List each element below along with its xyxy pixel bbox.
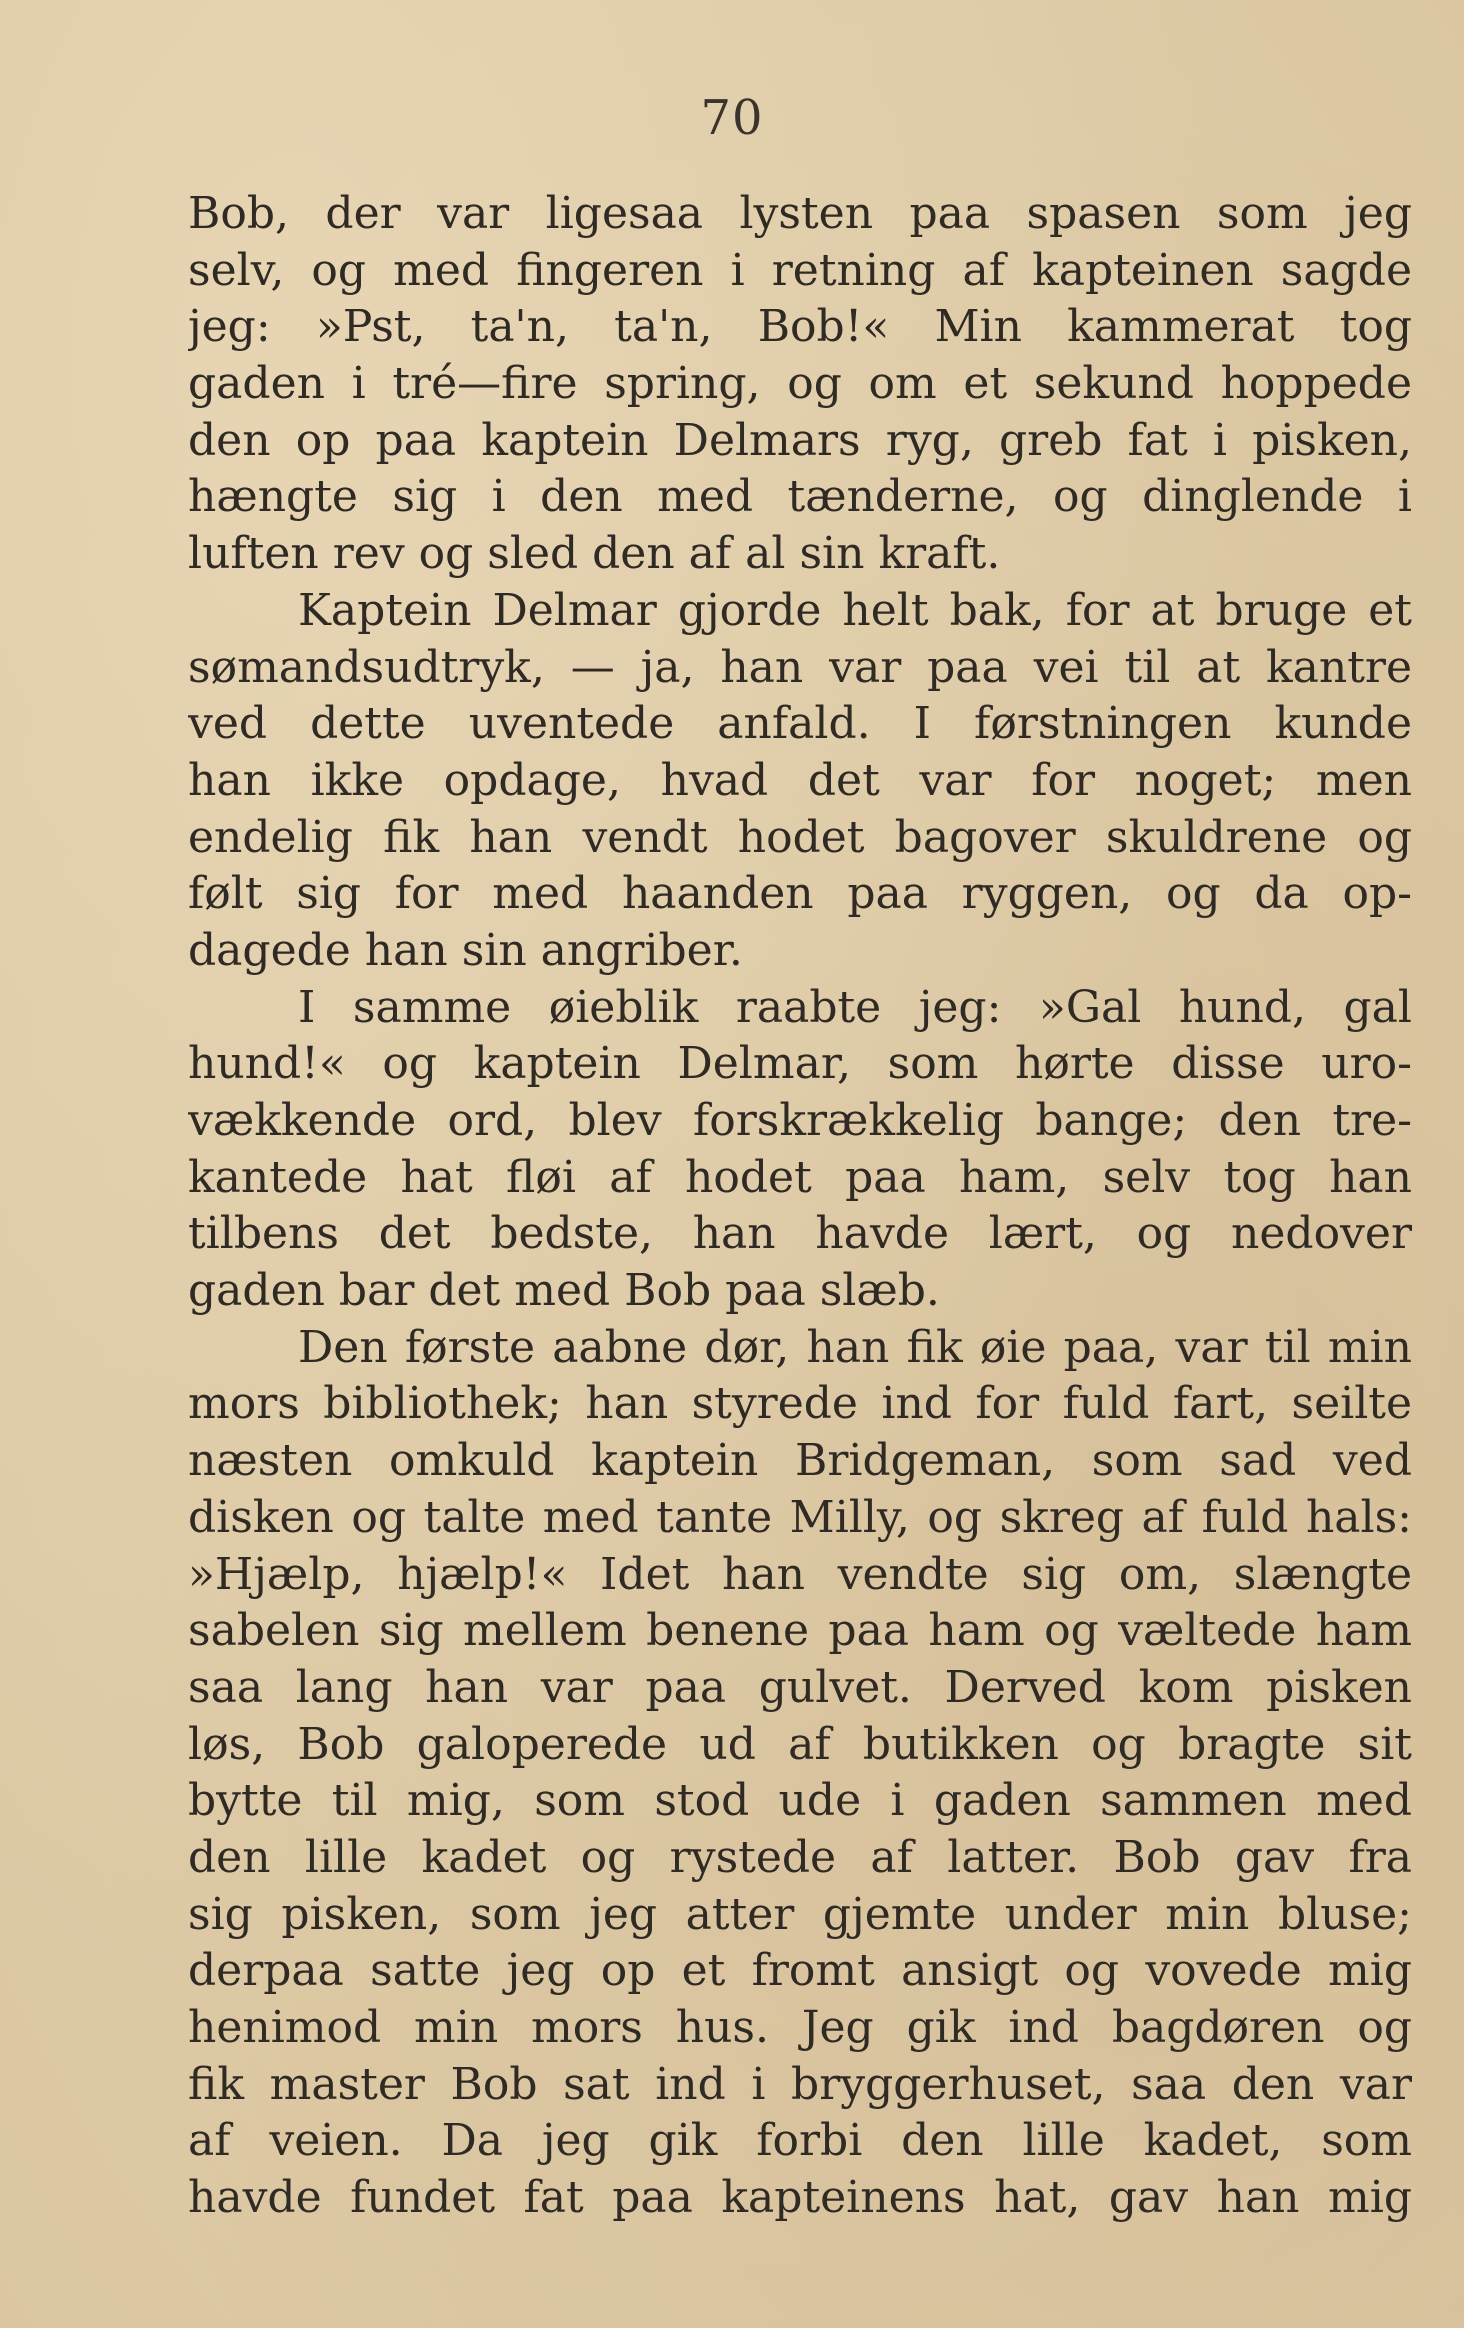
text-line: I samme øieblik raabte jeg: »Gal hund, gal <box>298 981 1412 1033</box>
text-line: henimod min mors hus. Jeg gik ind bagdøren og <box>188 2002 1412 2053</box>
text-line: selv, og med fingeren i retning af kapteinen sagde <box>188 244 1412 296</box>
text-line: næsten omkuld kaptein Bridgeman, som sad ved <box>188 1435 1412 1487</box>
text-line: kantede hat fløi af hodet paa ham, selv tog han <box>188 1151 1412 1203</box>
body-text <box>188 186 1412 2227</box>
text-line: han ikke opdage, hvad det var for noget; men <box>188 754 1412 806</box>
text-line: Kaptein Delmar gjorde helt bak, for at bruge et <box>298 584 1412 636</box>
text-line: havde fundet fat paa kapteinens hat, gav han mig <box>188 2172 1412 2224</box>
text-line: hund!« og kaptein Delmar, som hørte disse uro- <box>188 1038 1412 1090</box>
text-line: gaden bar det med Bob paa slæb. <box>188 1265 940 1317</box>
text-line: disken og talte med tante Milly, og skreg af fuld hals: <box>188 1491 1412 1543</box>
text-line: »Hjælp, hjælp!« Idet han vendte sig om, slængte <box>188 1548 1412 1600</box>
text-line: bytte til mig, som stod ude i gaden sammen med <box>188 1775 1412 1827</box>
text-line: endelig fik han vendt hodet bagover skuldrene og <box>188 811 1412 863</box>
text-line: gaden i tré—fire spring, og om et sekund hoppede <box>188 358 1412 410</box>
text-line: Bob, der var ligesaa lysten paa spasen som jeg <box>188 188 1412 239</box>
text-line: den lille kadet og rystede af latter. Bob gav fra <box>188 1831 1412 1883</box>
text-line: hængte sig i den med tænderne, og dinglende i <box>188 471 1412 523</box>
text-line: af veien. Da jeg gik forbi den lille kadet, som <box>188 2115 1412 2167</box>
text-line: dagede han sin angriber. <box>188 924 743 976</box>
text-line: løs, Bob galoperede ud af butikken og bragte sit <box>188 1718 1412 1770</box>
text-line: jeg: »Pst, ta'n, ta'n, Bob!« Min kammerat tog <box>188 301 1412 353</box>
text-line: følt sig for med haanden paa ryggen, og da op- <box>188 868 1412 920</box>
text-line: fik master Bob sat ind i bryggerhuset, saa den var <box>188 2058 1412 2110</box>
text-line: ved dette uventede anfald. I førstningen kunde <box>188 698 1412 750</box>
text-line: vækkende ord, blev forskrækkelig bange; den tre- <box>188 1095 1412 1146</box>
text-line: tilbens det bedste, han havde lært, og nedover <box>188 1208 1412 1260</box>
text-line: mors bibliothek; han styrede ind for fuld fart, seilte <box>188 1378 1412 1430</box>
text-line: den op paa kaptein Delmars ryg, greb fat i pisken, <box>188 414 1412 466</box>
text-line: sig pisken, som jeg atter gjemte under min bluse; <box>188 1888 1412 1940</box>
text-line: Den første aabne dør, han fik øie paa, var til min <box>298 1321 1412 1373</box>
text-line: sømandsudtryk, — ja, han var paa vei til at kantre <box>188 641 1412 693</box>
text-line: sabelen sig mellem benene paa ham og væltede ham <box>188 1605 1412 1657</box>
page-number: 70 <box>700 90 764 146</box>
text-line: luften rev og sled den af al sin kraft. <box>188 528 1001 580</box>
text-line: saa lang han var paa gulvet. Derved kom pisken <box>188 1661 1412 1713</box>
text-line: derpaa satte jeg op et fromt ansigt og vovede mig <box>188 1945 1412 1997</box>
